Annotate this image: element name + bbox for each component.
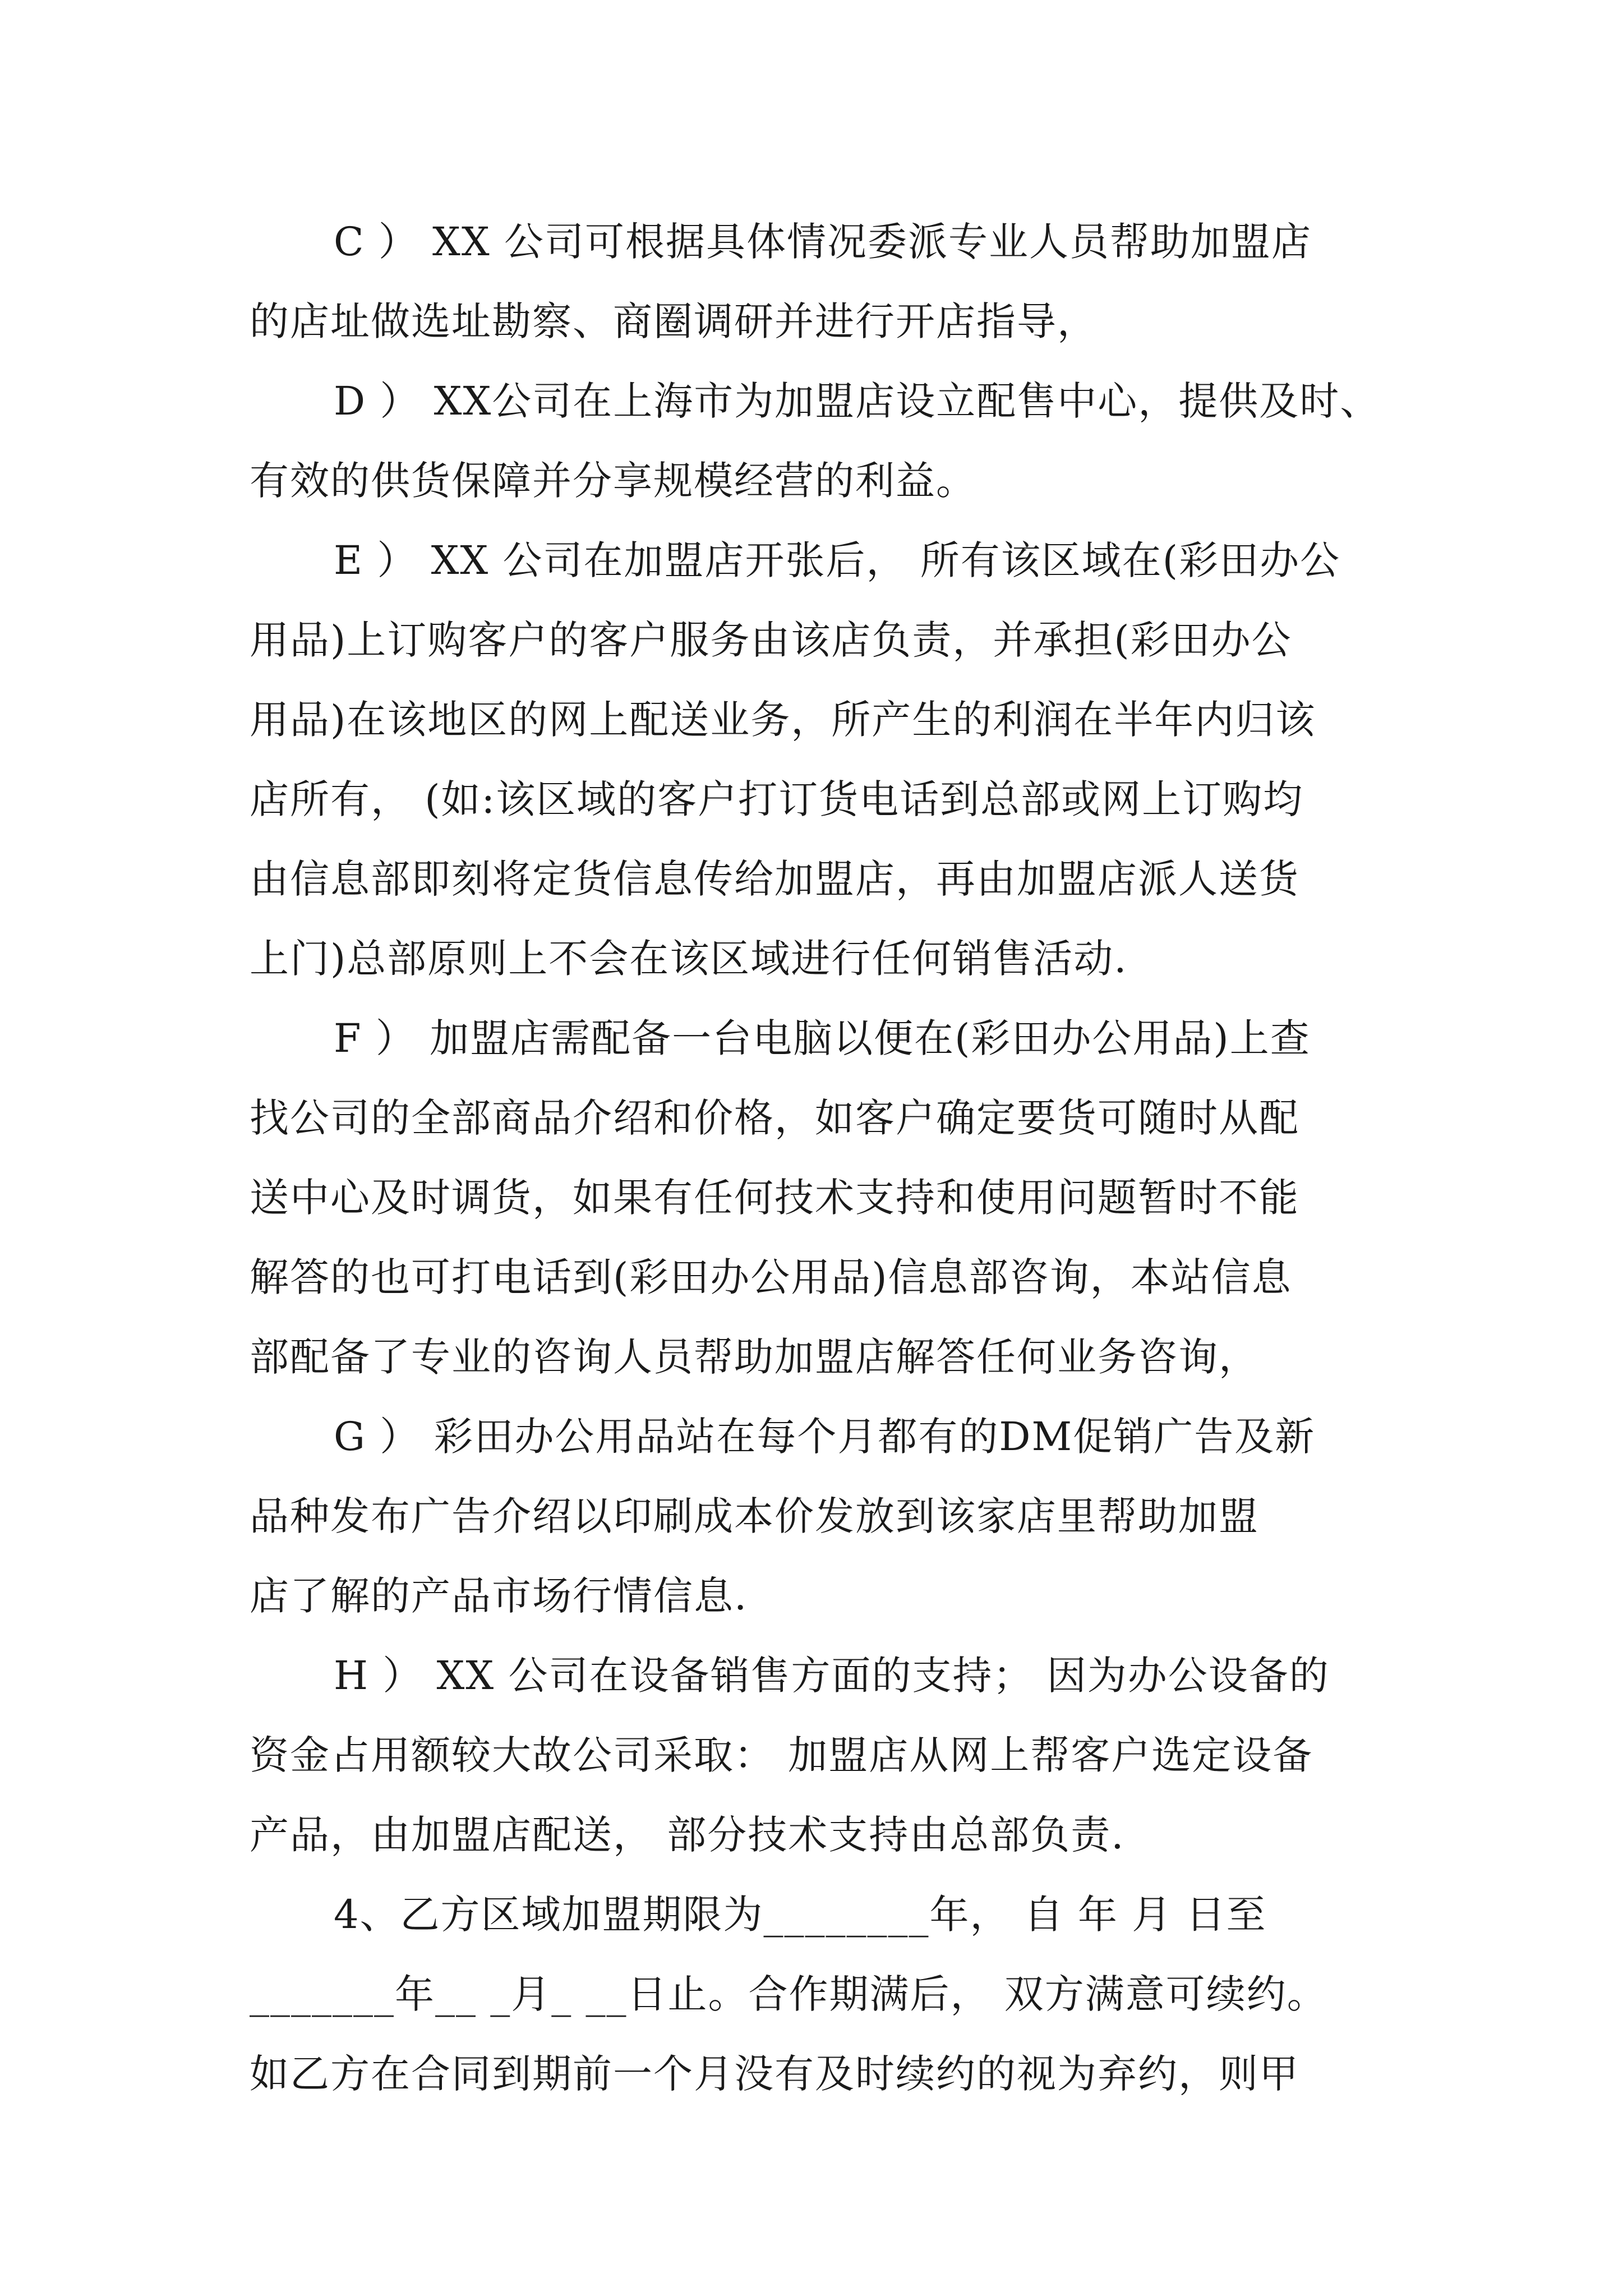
paragraph-c-line-1: C ） XX 公司可根据具体情况委派专业人员帮助加盟店 — [334, 219, 1312, 265]
paragraph-e-line-6: 上门)总部原则上不会在该区域进行任何销售活动. — [250, 936, 1128, 982]
paragraph-c-line-2: 的店址做选址勘察、商圈调研并进行开店指导， — [250, 298, 1098, 344]
document-body — [250, 202, 1433, 2114]
paragraph-f-line-1: F ） 加盟店需配备一台电脑以便在(彩田办公用品)上查 — [334, 1015, 1311, 1061]
paragraph-g-line-3: 店了解的产品市场行情信息. — [250, 1573, 748, 1619]
paragraph-e-line-3: 用品)在该地区的网上配送业务，所产生的利润在半年内归该 — [250, 697, 1316, 743]
paragraph-4-line-3: 如乙方在合同到期前一个月没有及时续约的视为弃约，则甲 — [250, 2051, 1299, 2097]
paragraph-f-line-2: 找公司的全部商品介绍和价格，如客户确定要货可随时从配 — [250, 1095, 1299, 1141]
paragraph-h-line-3: 产品，由加盟店配送， 部分技术支持由总部负责. — [250, 1812, 1125, 1858]
paragraph-h-line-1: H ） XX 公司在设备销售方面的支持； 因为办公设备的 — [334, 1653, 1330, 1699]
paragraph-e-line-5: 由信息部即刻将定货信息传给加盟店，再由加盟店派人送货 — [250, 856, 1299, 902]
paragraph-h-line-2: 资金占用额较大故公司采取： 加盟店从网上帮客户选定设备 — [250, 1732, 1313, 1778]
paragraph-f-line-5: 部配备了专业的咨询人员帮助加盟店解答任何业务咨询， — [250, 1334, 1259, 1380]
paragraph-e-line-4: 店所有， (如:该区域的客户打订货电话到总部或网上订购均 — [250, 776, 1304, 822]
paragraph-g-line-2: 品种发布广告介绍以印刷成本价发放到该家店里帮助加盟 — [250, 1493, 1259, 1539]
paragraph-e-line-2: 用品)上订购客户的客户服务由该店负责，并承担(彩田办公 — [250, 617, 1292, 663]
paragraph-g-line-1: G ） 彩田办公用品站在每个月都有的DM促销广告及新 — [334, 1414, 1316, 1460]
paragraph-d-line-1: D ） XX公司在上海市为加盟店设立配售中心，提供及时、 — [334, 378, 1381, 424]
paragraph-4-line-2: _______年__ _月_ __日止。合作期满后， 双方满意可续约。 — [250, 1971, 1327, 2017]
paragraph-d-line-2: 有效的供货保障并分享规模经营的利益。 — [250, 458, 976, 504]
paragraph-4-line-1: 4、乙方区域加盟期限为________年， 自 年 月 日至 — [334, 1892, 1267, 1938]
paragraph-f-line-3: 送中心及时调货，如果有任何技术支持和使用问题暂时不能 — [250, 1175, 1299, 1221]
paragraph-f-line-4: 解答的也可打电话到(彩田办公用品)信息部咨询，本站信息 — [250, 1254, 1292, 1300]
paragraph-e-line-1: E ） XX 公司在加盟店开张后， 所有该区域在(彩田办公 — [334, 537, 1341, 583]
